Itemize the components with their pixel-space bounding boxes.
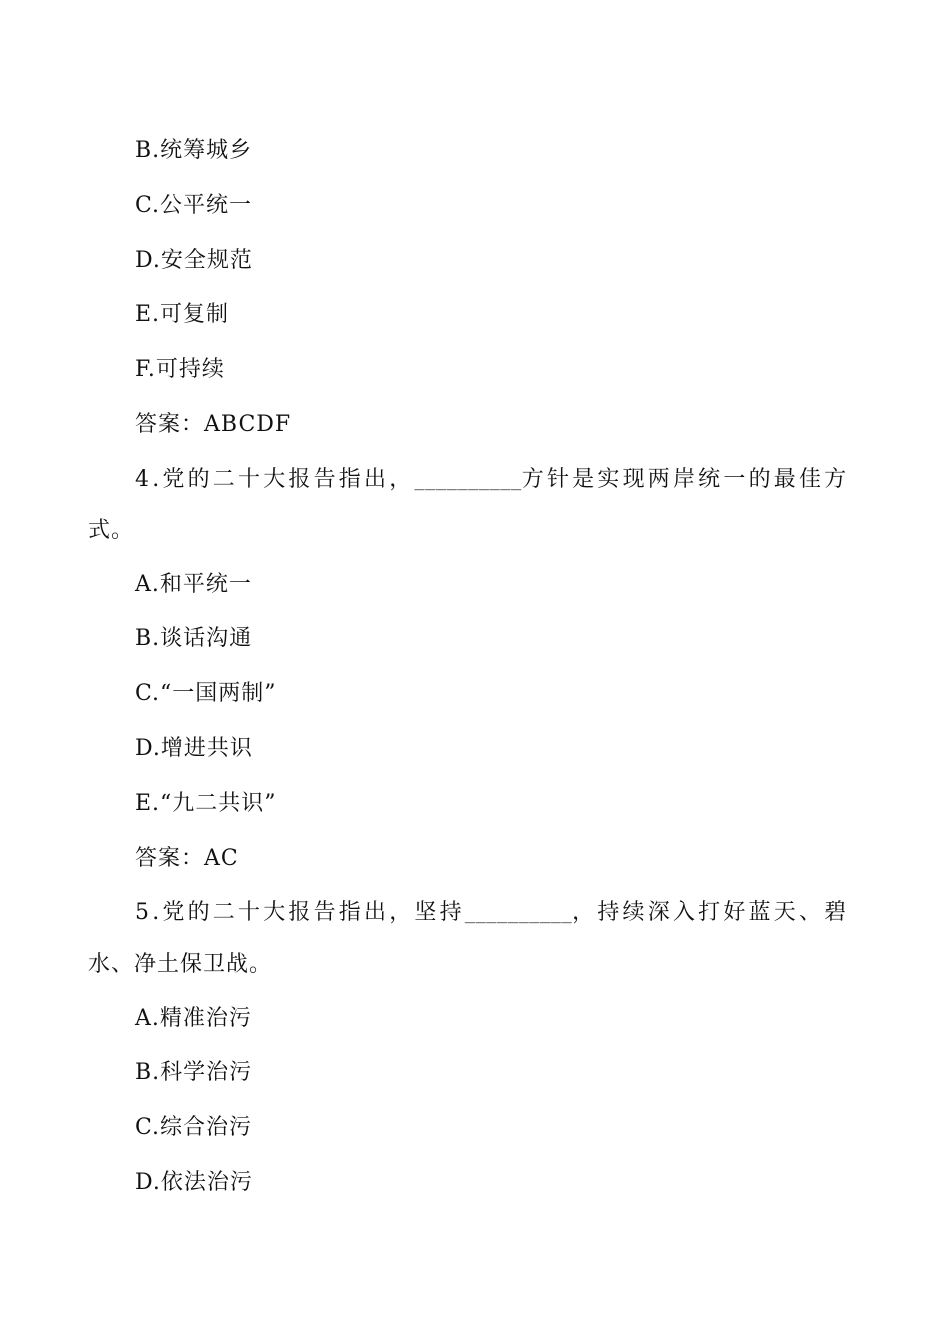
- q5-stem: [135, 898, 860, 929]
- q3-option-e: E.可复制: [135, 302, 230, 327]
- q5-option-c: C.综合治污: [135, 1115, 253, 1140]
- q4-option-d: D.增进共识: [135, 736, 253, 761]
- q3-option-f: F.可持续: [135, 357, 225, 382]
- q5-stem-start: 5.党的二十大报告指出，坚持: [135, 900, 465, 925]
- q5-option-d: D.依法治污: [135, 1170, 253, 1195]
- q4-stem: [135, 465, 860, 496]
- q4-stem-end: 方针是实现两岸统一的最佳方: [521, 467, 850, 492]
- q4-answer: 答案：AC: [135, 846, 239, 871]
- q5-option-a: A.精准治污: [135, 1006, 252, 1031]
- q5-option-b: B.科学治污: [135, 1060, 253, 1085]
- q3-option-d: D.安全规范: [135, 248, 253, 273]
- q5-blank: __________: [464, 904, 573, 924]
- q4-option-c: C.“一国两制”: [135, 681, 277, 706]
- q4-option-a: A.和平统一: [135, 572, 252, 597]
- q5-stem-continued: 水、净土保卫战。: [88, 952, 273, 977]
- q4-option-b: B.谈话沟通: [135, 626, 253, 651]
- q4-blank: __________: [414, 471, 522, 491]
- q4-stem-continued: 式。: [88, 518, 135, 543]
- q3-option-c: C.公平统一: [135, 193, 253, 218]
- q4-option-e: E.“九二共识”: [135, 791, 277, 816]
- q3-option-b: B.统筹城乡: [135, 138, 253, 163]
- q4-stem-start: 4.党的二十大报告指出，: [135, 467, 415, 492]
- q3-answer: 答案：ABCDF: [135, 412, 292, 437]
- q5-stem-end: ，持续深入打好蓝天、碧: [572, 900, 850, 925]
